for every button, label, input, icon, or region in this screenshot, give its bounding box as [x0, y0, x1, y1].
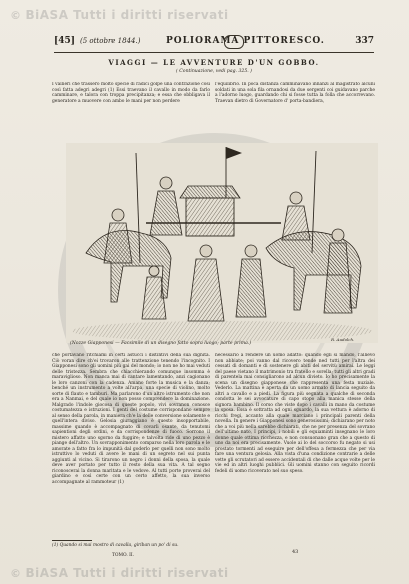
text-column-4: necessario a rendere un uomo adatto: quando egli si mandò, l'allievo non abbiate; poi vanno dal ricovero tende ned tutti per l'altra dei cessati di domanti e di sostenere gli abiti del servitù amirai. Le leggi del paese vietano il matrimonio tra fratello e sorella; tutti gli altri gradi di parentela mai consigliarono ad alcun divieto. Io ho precisamente la scena un disegno giapponese che rappresenta una festa nuziale. Vederlo. La mattina è aperta da un uomo armato di lancia seguito da altri a cavallo e a piedi. La figura più segnata a qualche di seconda condotta le sei avvocature di capo stopo alla manica stesse della signora bambino. Il corso che viste dopo i cavalli in mano da costume la sposa. Essa è sottratta ad ogni sguardo, la sua vettura è adorno di ricchi fregi, accanto alla quale marciano i principali parenti della novella. In genere i Giapponesi sono generosissimi; dichiarano per noto che a voi più nella sarebbe dichiarati, che ne per presenza del sovrano dell'ultimo nato, I principi, i nobili e gli equiaminti insegnano le loro donne quale ottima ricchezza, e non consuonano gran che a questo di uno da noi era precisamente. Vuole ai lo del soccorso fu negato si usi prostato tormenti ad eseguire per dell'offesa a fermezza che per via fare una ventura gelosia. Alla vista d'una condizione contrarie a delle vette gli scrutatori ad essere accidentali di che dalle acque volte per le vie ed in altri luoghi pubblici. Gli uomini stanno con seguito ricordi fedeli di uomo ricoverato nel suo speso.: [215, 353, 375, 474]
watermark-text: BiASA Tutti i diritti riservati: [25, 566, 229, 580]
issue-date: (5 ottobre 1844.): [80, 37, 141, 45]
sheet-number: 43: [292, 549, 299, 555]
figure-caption: (Nozze Giapponesi — Facsimile di un disegno fatto sopra luogo; parte prima.): [70, 341, 252, 346]
page-number: 337: [355, 36, 374, 46]
copyright-icon: ©: [10, 9, 22, 22]
watermark-bottom: [10, 566, 229, 580]
publication-title: POLIORAMA PITTORESCO.: [166, 36, 325, 46]
emblem-icon: [224, 35, 244, 49]
footnote: (1) Quando si mai mostro di cavalla, giriban un po' di su.: [52, 543, 179, 548]
engraving-illustration: [66, 143, 378, 343]
article-subtitle: ( Continuazione, vedi pag. 325. ): [176, 69, 252, 74]
header-rule: [54, 52, 374, 53]
text-column-1: I vallieri che trassero molto specie di radici golpe una contrazione così così fatta adegri adegri (1) Essi traevano il cavallo in modo da farlo camminare, e talora con troppa precipitanza; e essa che obbligava il generatore a muovere con ambo le mani per non perdere: [52, 82, 210, 104]
footnote-rule: [52, 540, 92, 541]
article-title: VIAGGI — LE AVVENTURE D'UN GOBBO.: [108, 58, 320, 67]
text-column-2: l'equilibrio. In poca distanza camminavano innanzi al magistrato alcuni soldati in una sola fila ornandosi da due sergenti coi guidavano parche a l'adorno luogo, guardando chi si fosse tutta la folla che accorrevano. Traevan dietro di Governatore d' porta-bandiera,: [215, 82, 375, 104]
engraver-signature: R. Audolch.: [331, 337, 355, 342]
copyright-icon: ©: [10, 567, 22, 580]
text-column-3: che portavano ritchiami in certi astucci i distintivi della sua dignità. Ciò voran dire ch'ei trovaron alle trattenzione tenendo l'incognito. I Giapponesi sono gli uomini più gai del mondo; io non ne ho mai veduti delle tristezza. Sembra che chiacchierando comunque insomma è maraviglioso. Non manca mai di cantare lamentando, anzi cagionano le loro canzoni con la cadenza. Amano forte la musica e la danza; benché un instrumento a volte all'arpa, una specie di violino, molto sorte di flauto e tamburi. Ma parlarono d'un altro istrumento che non era a Nanmai, e del quale io non posso comprendere la dominazione. Malgrado l'indole giocosa di queste popolo, vivi sovranon conosce costumatezza e istruzioni. I genti del costume corrispondano sempre al senso della parola, in maniera ch'e la delle conversione solamente e quell'intera diviso. Gelosia giuraggiano è questo insopportabile, massime quando è accompagnato di covarli osante, da tenutomi sapientioni degli ordini, e da corrispondenze di fuoco. Sorrono il mistero affatto uno sgorno da fuggire; e talvolta ride di uno pezzo è piange dell'altro. Un sovrapponimento comparso nella loro parola e le amorate a fatto fra lo impunità dal goderlo per quelli non sono molto istruttivo lo veduti di avere le mani di un segreto nel sui punta aggiunti al vicino. Si tirarono un negro i donni della sposa, la quale deve aver portato per tutto il resto della sua vita. A tal segno riconoscerai la donna maritata e le vedove. Al tutti porte proverai del giardino e così certe con un certo affetto, la sua inverso accompagnate al rammoteur (1): [52, 353, 210, 485]
watermark-text: BiASA Tutti i diritti riservati: [25, 8, 229, 22]
issue-number: [45]: [54, 36, 76, 46]
page-header: [54, 36, 374, 50]
signature-mark: TOMO. II.: [112, 553, 135, 558]
watermark-top: [10, 8, 229, 22]
